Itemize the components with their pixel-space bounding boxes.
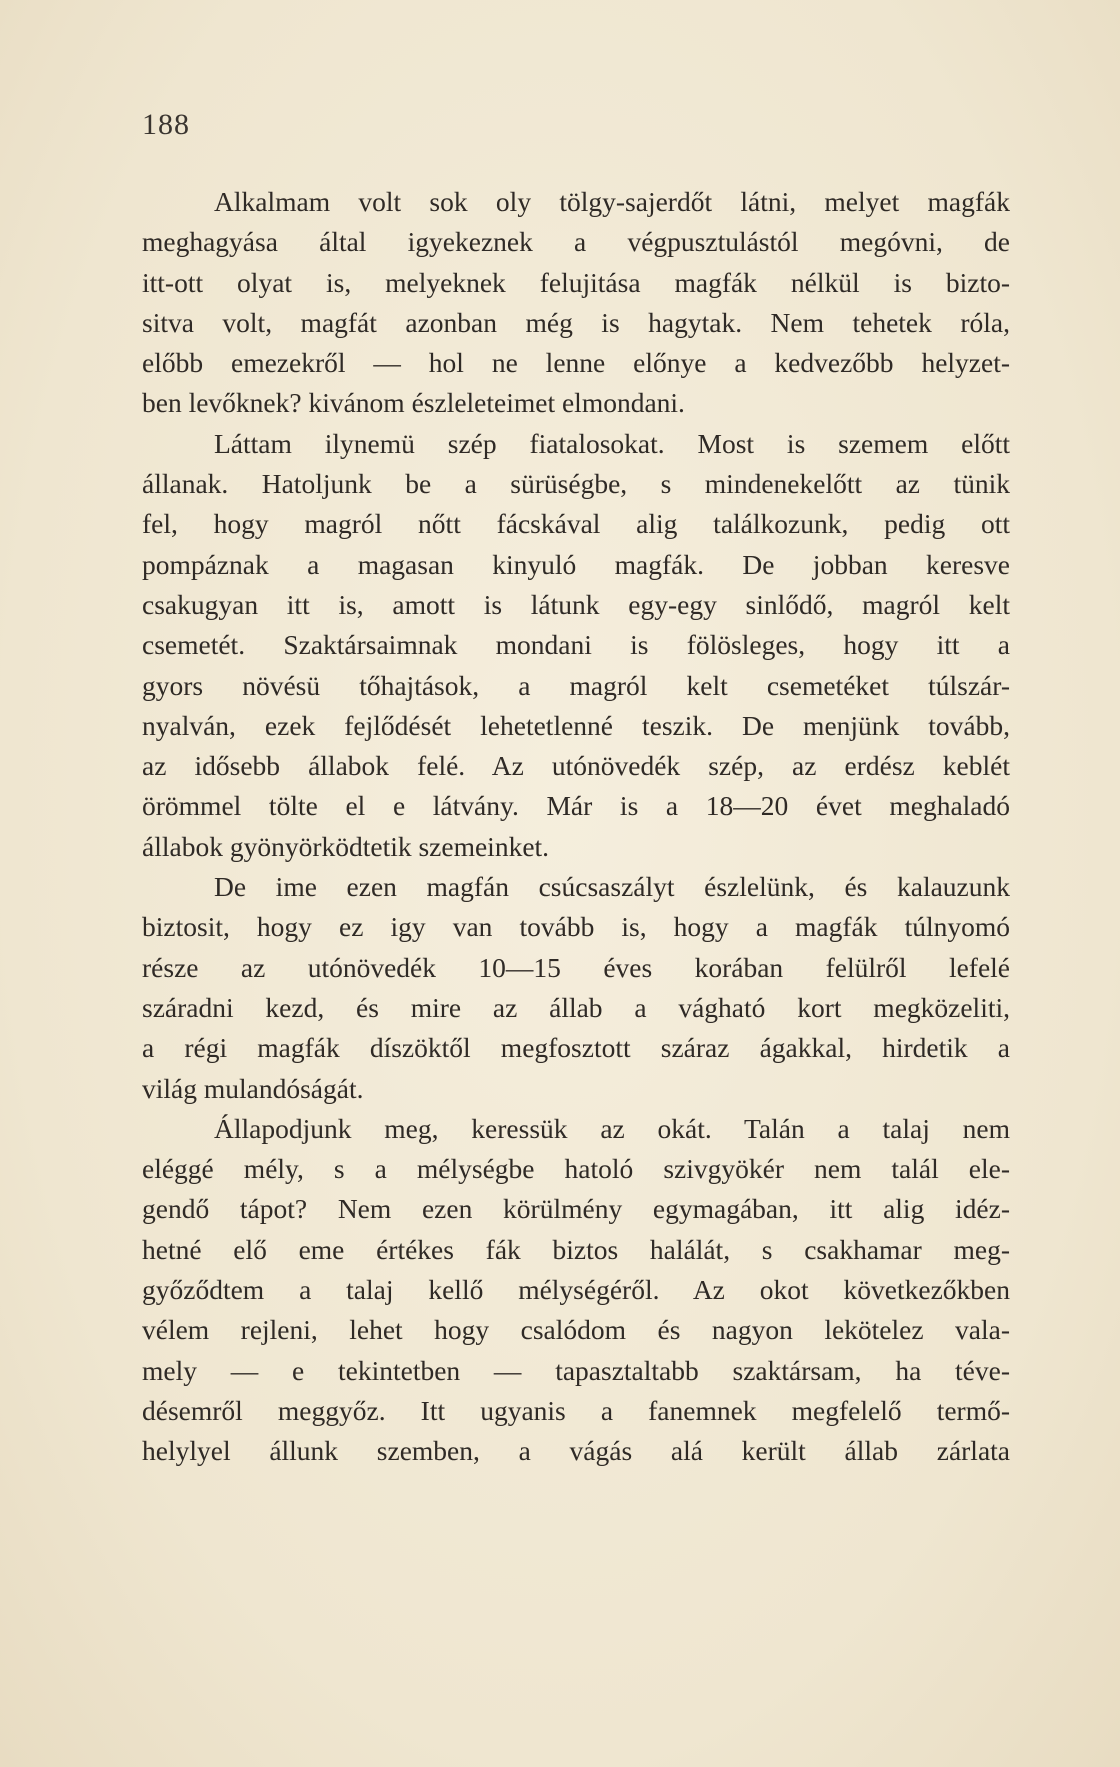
text-line: gyors növésü tőhajtások, a magról kelt csemetéket túlszár-: [142, 669, 1010, 701]
text-line: nyalván, ezek fejlődését lehetetlenné teszik. De menjünk tovább,: [142, 709, 1010, 741]
text-line: De ime ezen magfán csúcsaszályt észlelünk, és kalauzunk: [214, 871, 1010, 903]
text-line: csakugyan itt is, amott is látunk egy-egy sinlődő, magról kelt: [142, 588, 1010, 620]
text-line: ben levőknek? kivánom észleleteimet elmondani.: [142, 387, 685, 419]
text-line: győződtem a talaj kellő mélységéről. Az okot következőkben: [142, 1274, 1010, 1306]
text-line: előbb emezekről — hol ne lenne előnye a kedvezőbb helyzet-: [142, 347, 1010, 379]
text-line: helylyel állunk szemben, a vágás alá került állab zárlata: [142, 1435, 1010, 1467]
text-line: itt-ott olyat is, melyeknek felujitása magfák nélkül is bizto-: [142, 266, 1010, 298]
text-line: sitva volt, magfát azonban még is hagytak. Nem tehetek róla,: [142, 306, 1010, 338]
text-line: világ mulandóságát.: [142, 1072, 364, 1104]
text-line: Láttam ilynemü szép fiatalosokat. Most is szemem előtt: [214, 427, 1010, 459]
text-line: meghagyása által igyekeznek a végpusztulástól megóvni, de: [142, 226, 1010, 258]
body-text: [142, 182, 1010, 1472]
text-line: hetné elő eme értékes fák biztos halálát, s csakhamar meg-: [142, 1233, 1010, 1265]
text-line: állanak. Hatoljunk be a sürüségbe, s mindenekelőtt az tünik: [142, 468, 1010, 500]
text-line: csemetét. Szaktársaimnak mondani is fölösleges, hogy itt a: [142, 629, 1010, 661]
text-line: mely — e tekintetben — tapasztaltabb szaktársam, ha téve-: [142, 1354, 1010, 1386]
page-number: 188: [142, 108, 190, 141]
text-line: désemről meggyőz. Itt ugyanis a fanemnek megfelelő termő-: [142, 1394, 1010, 1426]
text-line: a régi magfák díszöktől megfosztott száraz ágakkal, hirdetik a: [142, 1032, 1010, 1064]
text-line: fel, hogy magról nőtt fácskával alig találkozunk, pedig ott: [142, 508, 1010, 540]
text-line: eléggé mély, s a mélységbe hatoló szivgyökér nem talál ele-: [142, 1153, 1010, 1185]
text-line: gendő tápot? Nem ezen körülmény egymagában, itt alig idéz-: [142, 1193, 1010, 1225]
text-line: pompáznak a magasan kinyuló magfák. De jobban keresve: [142, 548, 1010, 580]
text-line: száradni kezd, és mire az állab a vágható kort megközeliti,: [142, 991, 1010, 1023]
text-line: Alkalmam volt sok oly tölgy-sajerdőt látni, melyet magfák: [214, 186, 1010, 217]
text-line: Állapodjunk meg, keressük az okát. Talán a talaj nem: [214, 1112, 1010, 1144]
text-line: az idősebb állabok felé. Az utónövedék szép, az erdész keblét: [142, 750, 1010, 782]
text-line: része az utónövedék 10—15 éves korában felülről lefelé: [142, 951, 1010, 983]
text-line: állabok gyönyörködtetik szemeinket.: [142, 830, 550, 862]
text-line: biztosit, hogy ez igy van tovább is, hogy a magfák túlnyomó: [142, 911, 1010, 943]
text-line: vélem rejleni, lehet hogy csalódom és nagyon lekötelez vala-: [142, 1314, 1010, 1346]
text-line: örömmel tölte el e látvány. Már is a 18—20 évet meghaladó: [142, 790, 1010, 822]
